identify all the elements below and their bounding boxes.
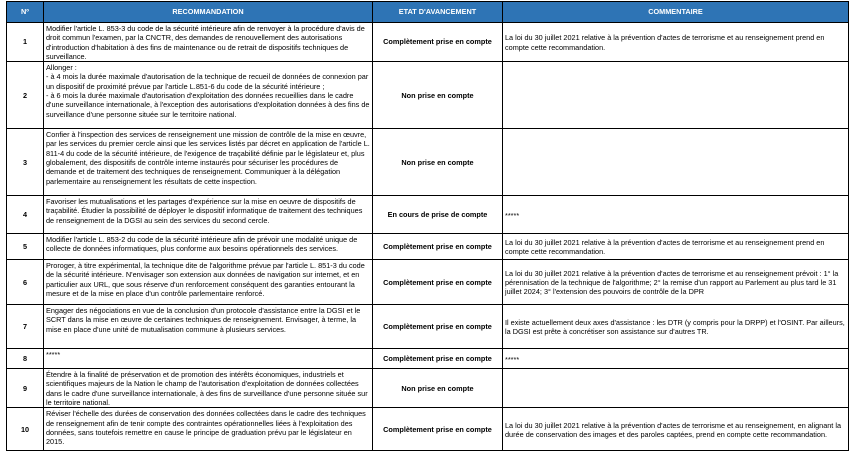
row-number: 5 — [7, 234, 44, 260]
row-number: 4 — [7, 196, 44, 234]
table-row — [7, 349, 849, 369]
comment-text — [503, 369, 849, 408]
recommendation-text: ***** — [44, 349, 373, 369]
recommendation-text: Proroger, à titre expérimental, la technique dite de l'algorithme prévue par l'article L. 851-3 du code de la sécurité intérieure. N'envisager son extension aux données de navigation sur internet, et en particulier aux URL, que sous réserve d'un renforcement conséquent des garanties entourant la mesure et de la mise en place d'un contrôle parlementaire renforcé. — [44, 260, 373, 305]
comment-text: ***** — [503, 196, 849, 234]
recommendation-text: Favoriser les mutualisations et les partages d'expérience sur la mise en oeuvre de dispositifs de traçabilité. Étudier la possibilité de déployer le dispositif informatique de traitement des techniques de renseignement de la DGSI au sein des services du second cercle. — [44, 196, 373, 234]
row-number: 8 — [7, 349, 44, 369]
status-text: Complètement prise en compte — [373, 349, 503, 369]
header-status: ETAT D'AVANCEMENT — [373, 2, 503, 23]
header-comment: COMMENTAIRE — [503, 2, 849, 23]
comment-text: La loi du 30 juillet 2021 relative à la prévention d'actes de terrorisme et au renseignement, en alignant la durée de conservation des images et des paroles captées, prend en compte cette recommandation. — [503, 408, 849, 451]
status-text: Complètement prise en compte — [373, 305, 503, 349]
status-text: Complètement prise en compte — [373, 260, 503, 305]
status-text: Non prise en compte — [373, 62, 503, 129]
comment-text — [503, 62, 849, 129]
recommendation-text: Réviser l'échelle des durées de conservation des données collectées dans le cadre des techniques de renseignement afin de tenir compte des contraintes opérationnelles liées à l'exploitation des données, sans toutefois remettre en cause le principe de graduation prévu par le législateur en 2015. — [44, 408, 373, 451]
status-text: Complètement prise en compte — [373, 234, 503, 260]
recommendation-text: Modifier l'article L. 853-3 du code de la sécurité intérieure afin de renvoyer à la procédure d'avis de droit commun l'examen, par la CNCTR, des demandes de renouvellement des autorisations d'introduction d'habitation à des fins de maintenance ou de retrait de dispositifs techniques de surveillance. — [44, 23, 373, 62]
status-text: En cours de prise de compte — [373, 196, 503, 234]
recommendation-text: Étendre à la finalité de préservation et de promotion des intérêts économiques, industriels et scientifiques majeurs de la Nation le champ de l'autorisation d'exploitation de données collectées dans le cadre d'une surveillance internationale, à des fins de surveillance d'une personne située sur le territoire national. — [44, 369, 373, 408]
comment-text — [503, 129, 849, 196]
recommendation-text: Engager des négociations en vue de la conclusion d'un protocole d'assistance entre la DGSI et le SCRT dans la mise en œuvre de certaines techniques de renseignement. Envisager, à terme, la mise en place d'une unité de mutualisation commune à plusieurs services. — [44, 305, 373, 349]
row-number: 10 — [7, 408, 44, 451]
table-row — [7, 23, 849, 62]
table-row — [7, 408, 849, 451]
row-number: 9 — [7, 369, 44, 408]
recommendation-text: Confier à l'inspection des services de renseignement une mission de contrôle de la mise en œuvre, par les services du premier cercle ainsi que les services listés par décret en application de l'article L. 811-4 du code de la sécurité intérieure, de l'exigence de traçabilité définie par le législateur et, plus globalement, des dispositifs de contrôle interne instaurés pour sécuriser les procédures de demande et de traitement des techniques de renseignement. Communiquer à la délégation parlementaire au renseignement les résultats de cette inspection. — [44, 129, 373, 196]
table-row — [7, 305, 849, 349]
row-number: 1 — [7, 23, 44, 62]
table-row — [7, 260, 849, 305]
header-num: Nº — [7, 2, 44, 23]
comment-text: Il existe actuellement deux axes d'assistance : les DTR (y compris pour la DRPP) et l'OSINT. Par ailleurs, la DGSI est prête à concrétiser son assistance sur d'autres TR. — [503, 305, 849, 349]
status-text: Non prise en compte — [373, 129, 503, 196]
row-number: 2 — [7, 62, 44, 129]
row-number: 6 — [7, 260, 44, 305]
status-text: Complètement prise en compte — [373, 408, 503, 451]
comment-text: ***** — [503, 349, 849, 369]
status-text: Non prise en compte — [373, 369, 503, 408]
table-row — [7, 234, 849, 260]
recommendation-text: Modifier l'article L. 853-2 du code de la sécurité intérieure afin de prévoir une modalité unique de collecte de données informatiques, plus conforme aux besoins opérationnels des services. — [44, 234, 373, 260]
recommendation-text: Allonger : - à 4 mois la durée maximale d'autorisation de la technique de recueil de données de connexion par un dispositif de proximité prévue par l'article L.851-6 du code de la sécurité intérieure ; - à 6 mois la durée maximale d'autorisation d'exploitation des données recueillies dans le cadre d'une surveillance internationale, à l'exception des autorisations d'exploitation données à des fins de surveillance d'une personne située sur le territoire national. — [44, 62, 373, 129]
header-recommendation: RECOMMANDATION — [44, 2, 373, 23]
row-number: 3 — [7, 129, 44, 196]
row-number: 7 — [7, 305, 44, 349]
comment-text: La loi du 30 juillet 2021 relative à la prévention d'actes de terrorisme et au renseignement prend en compte cette recommandation. — [503, 23, 849, 62]
status-text: Complètement prise en compte — [373, 23, 503, 62]
table-row — [7, 196, 849, 234]
comment-text: La loi du 30 juillet 2021 relative à la prévention d'actes de terrorisme et au renseignement prend en compte cette recommandation. — [503, 234, 849, 260]
table-header — [7, 2, 849, 23]
table-row — [7, 62, 849, 129]
comment-text: La loi du 30 juillet 2021 relative à la prévention d'actes de terrorisme et au renseignement prévoit : 1° la pérennisation de la technique de l'algorithme; 2° la remise d'un rapport au Parlement au plus tard le 31 juillet 2024; 3° l'extension des pouvoirs de contrôle de la DPR — [503, 260, 849, 305]
table-row — [7, 369, 849, 408]
recommendations-table — [6, 1, 849, 451]
table-row — [7, 129, 849, 196]
